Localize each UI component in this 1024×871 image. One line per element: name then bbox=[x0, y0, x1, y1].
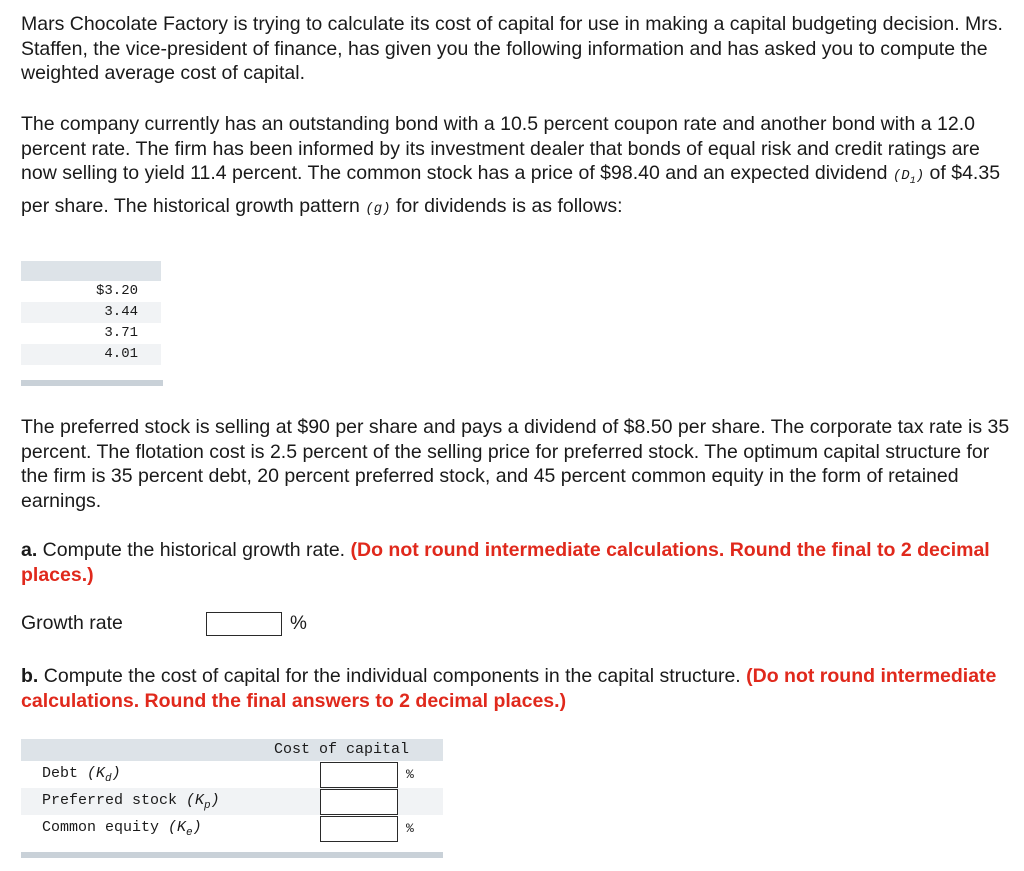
common-equity-label: Common equity $(K_e)$ bbox=[42, 819, 202, 839]
debt-cost-input[interactable] bbox=[320, 762, 398, 788]
part-a-question: a. Compute the historical growth rate. (Do not round intermediate calculations. Round the final to 2 decimal places.) bbox=[21, 539, 990, 586]
preferred-stock-row bbox=[21, 788, 443, 815]
debt-row bbox=[21, 761, 443, 788]
preferred-stock-cost-input[interactable] bbox=[320, 789, 398, 815]
d1-variable: $(D_1)$ bbox=[892, 168, 925, 187]
debt-unit: % bbox=[406, 767, 414, 782]
bond-stock-paragraph: The company currently has an outstanding bond with a 10.5 percent coupon rate and another bond with a 12.0 percent rate. The firm has been informed by its investment dealer that bonds of equal risk and credit ratings are now selling to yield 11.4 percent. The common stock has a price of $98.40 and an expected dividend $(D_1)$ of $4.35 per share. The historical growth pattern (g) for dividends is as follows: bbox=[21, 113, 1001, 218]
dividend-table-header bbox=[21, 261, 161, 281]
debt-label: Debt $(K_d)$ bbox=[42, 765, 121, 785]
cost-of-capital-table bbox=[21, 739, 443, 858]
dividend-history-table bbox=[21, 261, 163, 386]
cost-of-capital-header: Cost of capital bbox=[274, 741, 410, 758]
intro-paragraph: Mars Chocolate Factory is trying to calculate its cost of capital for use in making a capital budgeting decision. Mrs. Staffen, the vice-president of finance, has given you the following information and has asked you to compute the weighted average cost of capital. bbox=[21, 13, 1003, 84]
common-equity-unit: % bbox=[406, 821, 414, 836]
part-b-question: b. Compute the cost of capital for the individual components in the capital structure. (Do not round intermediate calculations. Round the final answers to 2 decimal places.) bbox=[21, 665, 997, 712]
common-equity-row bbox=[21, 815, 443, 842]
preferred-stock-paragraph: The preferred stock is selling at $90 per share and pays a dividend of $8.50 per share. The corporate tax rate is 35 percent. The flotation cost is 2.5 percent of the selling price for preferred stock. The optimum capital structure for the firm is 35 percent debt, 20 percent preferred stock, and 45 percent common equity in the form of retained earnings. bbox=[21, 416, 1010, 512]
dividend-table-footer bbox=[21, 380, 163, 386]
preferred-stock-label: Preferred stock $(K_p)$ bbox=[42, 792, 220, 812]
dividend-row: $3.20 bbox=[95, 283, 138, 299]
cost-table-footer bbox=[21, 852, 443, 858]
dividend-row: 4.01 bbox=[21, 344, 161, 365]
growth-rate-label: Growth rate bbox=[21, 612, 123, 634]
growth-rate-unit: % bbox=[290, 613, 307, 634]
dividend-row: 3.44 bbox=[21, 302, 161, 323]
growth-rate-input[interactable] bbox=[206, 612, 282, 636]
g-variable: (g) bbox=[365, 201, 391, 218]
cost-table-header bbox=[21, 739, 443, 761]
dividend-row: 3.71 bbox=[104, 325, 138, 341]
common-equity-cost-input[interactable] bbox=[320, 816, 398, 842]
